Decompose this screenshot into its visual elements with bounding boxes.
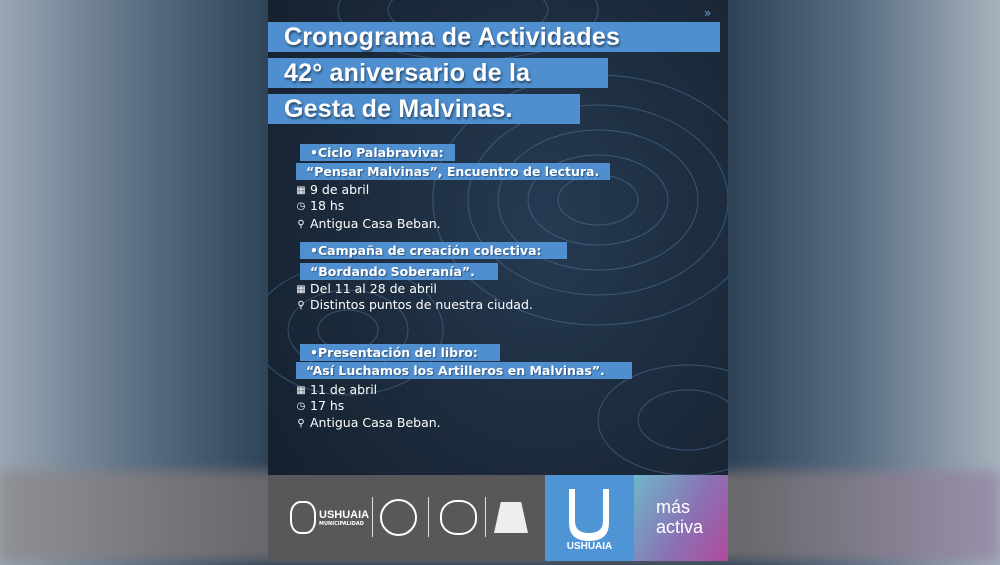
location-pin-icon: ⚲: [297, 417, 305, 429]
municipal-name: USHUAIA: [319, 509, 370, 521]
event-place: Antigua Casa Beban.: [310, 415, 441, 430]
title-line-3: Gesta de Malvinas.: [268, 94, 580, 124]
event-date: Del 11 al 28 de abril: [310, 281, 437, 296]
calendar-icon: ▦: [296, 283, 306, 295]
event-time: 18 hs: [310, 198, 345, 213]
calendar-icon: ▦: [296, 384, 306, 396]
event-subtitle: “Así Luchamos los Artilleros en Malvinas”.: [296, 362, 632, 379]
malvinas-seal-logo: [440, 500, 477, 535]
location-pin-icon: ⚲: [297, 218, 305, 230]
event-place: Antigua Casa Beban.: [310, 216, 441, 231]
event-heading: •Presentación del libro:: [300, 344, 500, 361]
slogan-block: [634, 475, 728, 561]
ushuaia-brand-block: [545, 475, 634, 561]
divider: [428, 497, 429, 537]
clock-icon: ◷: [296, 400, 306, 412]
municipal-shield-logo: [290, 501, 316, 534]
clock-icon: ◷: [296, 200, 306, 212]
location-pin-icon: ⚲: [297, 299, 305, 311]
event-date: 9 de abril: [310, 182, 370, 197]
slogan-line-1: más: [656, 497, 691, 517]
event-place: Distintos puntos de nuestra ciudad.: [310, 297, 533, 312]
divider: [372, 497, 373, 537]
event-subtitle: “Pensar Malvinas”, Encuentro de lectura.: [296, 163, 610, 180]
title-line-2: 42° aniversario de la: [268, 58, 608, 88]
title-line-1: Cronograma de Actividades: [268, 22, 720, 52]
slogan-line-2: activa: [656, 517, 704, 537]
event-heading: •Campaña de creación colectiva:: [300, 242, 567, 259]
event-heading: •Ciclo Palabraviva:: [300, 144, 455, 161]
brand-name: USHUAIA: [566, 541, 613, 552]
calendar-icon: ▦: [296, 184, 306, 196]
municipal-subtitle: MUNICIPALIDAD: [319, 521, 364, 527]
divider: [485, 497, 486, 537]
seal-logo: [380, 499, 417, 536]
event-date: 11 de abril: [310, 382, 378, 397]
chevron-double-right-icon: »: [704, 6, 712, 20]
event-time: 17 hs: [310, 398, 345, 413]
event-subtitle: “Bordando Soberanía”.: [300, 263, 498, 280]
